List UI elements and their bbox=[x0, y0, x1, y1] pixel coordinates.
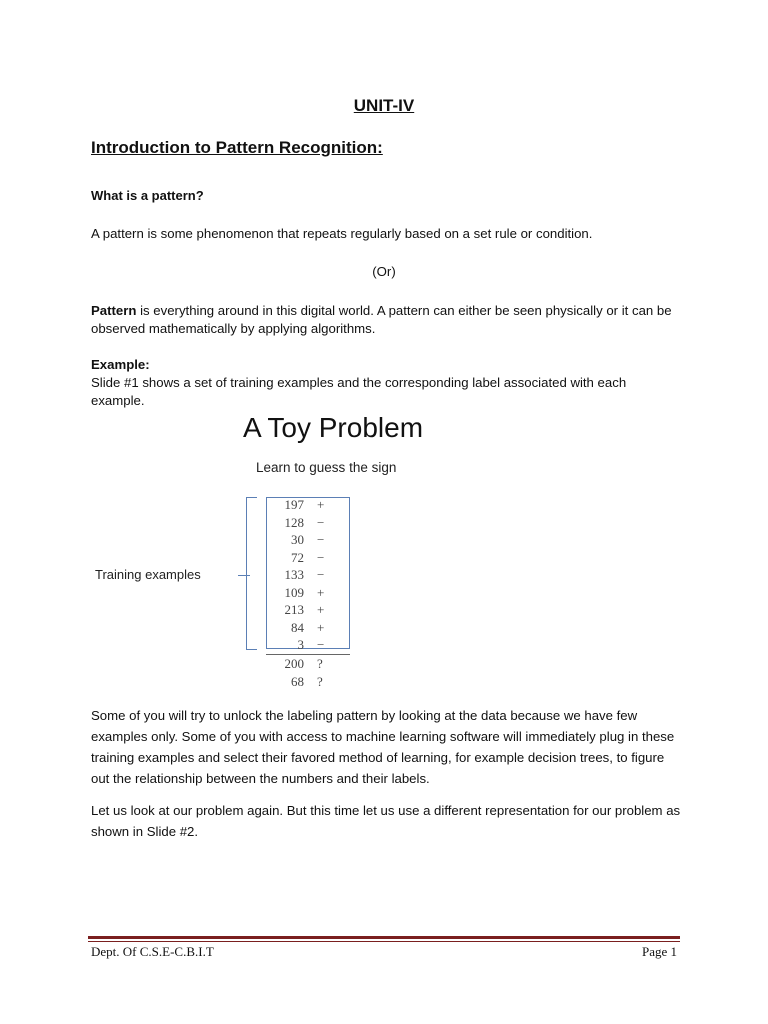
example-label: + bbox=[317, 584, 325, 600]
example-heading: Example: bbox=[91, 357, 150, 372]
table-row bbox=[266, 602, 350, 619]
example-number: 68 bbox=[291, 674, 304, 689]
training-bracket bbox=[246, 497, 257, 650]
table-row bbox=[266, 532, 350, 549]
example-label: ? bbox=[317, 674, 323, 689]
example-number: 30 bbox=[291, 532, 304, 547]
slide-subtitle: Learn to guess the sign bbox=[256, 460, 397, 475]
example-label: ? bbox=[317, 656, 323, 671]
example-label: − bbox=[317, 514, 325, 530]
footer-page-number: Page 1 bbox=[641, 944, 677, 959]
pattern-description: is everything around in this digital world. A pattern can either be seen physically or it can be observed mathematically by applying algorithms. bbox=[91, 303, 672, 336]
table-row bbox=[266, 515, 350, 532]
footer-department: Dept. Of C.S.E-C.B.I.T bbox=[91, 944, 214, 959]
footer-rule-thin bbox=[88, 941, 680, 942]
slide-title: A Toy Problem bbox=[243, 412, 424, 443]
example-label: − bbox=[317, 532, 325, 547]
or-separator: (Or) bbox=[372, 264, 396, 279]
example-label: + bbox=[317, 602, 325, 617]
example-number: 84 bbox=[291, 619, 304, 635]
definition-paragraph: A pattern is some phenomenon that repeats regularly based on a set rule or condition. bbox=[91, 226, 593, 241]
pattern-term: Pattern bbox=[91, 303, 137, 318]
example-label: − bbox=[317, 549, 325, 565]
example-number: 133 bbox=[284, 567, 304, 582]
example-label: + bbox=[317, 619, 325, 635]
discussion-paragraph: Some of you will try to unlock the labeling pattern by looking at the data because we have few examples only. Some of you with access to machine learning software will immediately plug in these training examples and select their favored method of learning, for example decision trees, to figure out the relationship between the numbers and their labels. bbox=[91, 708, 675, 786]
example-number: 3 bbox=[297, 637, 304, 652]
table-row bbox=[266, 620, 350, 637]
example-number: 109 bbox=[284, 584, 304, 600]
table-row bbox=[266, 585, 350, 602]
example-number: 200 bbox=[284, 656, 304, 671]
test-separator bbox=[266, 654, 350, 655]
example-number: 213 bbox=[284, 602, 304, 617]
example-label: − bbox=[317, 567, 325, 582]
pattern-paragraph bbox=[91, 302, 681, 338]
unit-title: UNIT-IV bbox=[353, 96, 415, 115]
table-row bbox=[266, 656, 350, 673]
table-row bbox=[266, 674, 350, 691]
training-examples-label: Training examples bbox=[95, 567, 201, 582]
example-label: − bbox=[317, 637, 325, 652]
table-row bbox=[266, 550, 350, 567]
example-number: 72 bbox=[291, 549, 304, 565]
example-paragraph: Slide #1 shows a set of training examples and the corresponding label associated with each example. bbox=[91, 375, 627, 408]
closing-paragraph: Let us look at our problem again. But this time let us use a different representation for our problem as shown in Slide #2. bbox=[91, 803, 681, 839]
table-row bbox=[266, 567, 350, 584]
table-row bbox=[266, 637, 350, 654]
table-row bbox=[266, 497, 350, 514]
section-title: Introduction to Pattern Recognition: bbox=[91, 138, 383, 157]
footer-rule bbox=[88, 936, 680, 939]
example-label: + bbox=[317, 497, 325, 512]
example-number: 128 bbox=[284, 514, 304, 530]
question-heading: What is a pattern? bbox=[91, 188, 204, 203]
example-number: 197 bbox=[284, 497, 304, 512]
